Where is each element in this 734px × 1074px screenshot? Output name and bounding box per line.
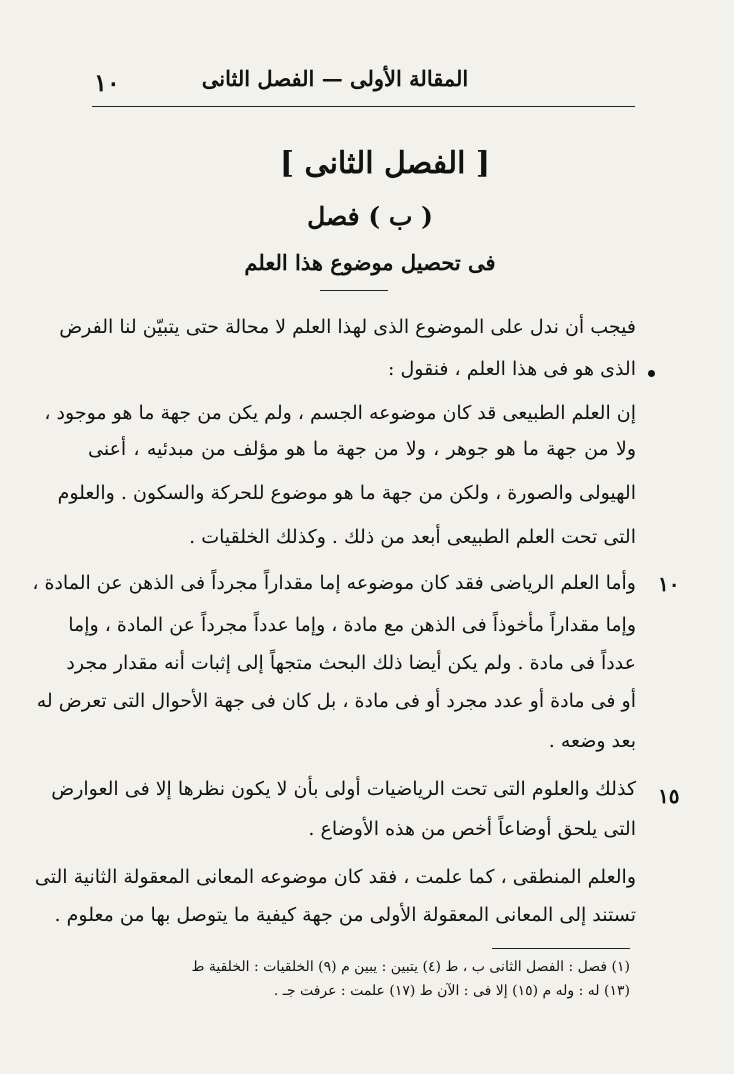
text-line: بعد وضعه . — [548, 730, 636, 752]
page-number: ١٠ — [94, 68, 120, 97]
section-label: ( ب ) فصل — [307, 202, 433, 231]
text-line: وإما مقداراً مأخوذاً فى الذهن مع مادة ، وإما عدداً مجرداً عن المادة ، وإما — [68, 614, 636, 636]
subtitle-rule — [320, 290, 388, 291]
text-line: التى يلحق أوضاعاً أخص من هذه الأوضاع . — [308, 818, 636, 840]
header-rule — [92, 106, 635, 107]
running-title: المقالة الأولى — الفصل الثانى — [201, 66, 469, 91]
chapter-title: [ الفصل الثانى ] — [279, 146, 491, 181]
line-number-10: ١٠ — [658, 572, 680, 596]
text-line: وأما العلم الرياضى فقد كان موضوعه إما مقداراً مجرداً فى الذهن عن المادة ، — [32, 572, 636, 594]
text-line: التى تحت العلم الطبيعى أبعد من ذلك . وكذلك الخلقيات . — [189, 526, 636, 548]
line-number-15: ١٥ — [658, 784, 680, 808]
text-line: الذى هو فى هذا العلم ، فنقول : — [388, 358, 636, 380]
text-line: إن العلم الطبيعى قد كان موضوعه الجسم ، ولم يكن من جهة ما هو موجود ، — [44, 402, 636, 424]
text-line: والعلم المنطقى ، كما علمت ، فقد كان موضوعه المعانى المعقولة الثانية التى — [34, 866, 636, 888]
text-line: تستند إلى المعانى المعقولة الأولى من جهة كيفية ما يتوصل بها من معلوم . — [54, 904, 636, 926]
footnote-line: (١٣) له : وله م (١٥) إلا فى : الآن ط (١٧) علمت : عرفت جـ . — [273, 983, 630, 999]
text-line: عدداً فى مادة . ولم يكن أيضا ذلك البحث متجهاً إلى إثبات أنه مقدار مجرد — [66, 652, 636, 674]
footnote-line: (١) فصل : الفصل الثانى ب ، ط (٤) يتبين : يبين م (٩) الخلقيات : الخلقية ط — [191, 959, 630, 975]
section-subtitle: فى تحصيل موضوع هذا العلم — [244, 250, 496, 275]
text-line: فيجب أن ندل على الموضوع الذى لهذا العلم لا محالة حتى يتبيّن لنا الفرض — [59, 316, 636, 338]
text-line: الهيولى والصورة ، ولكن من جهة ما هو موضوع للحركة والسكون . والعلوم — [57, 482, 636, 504]
text-line: كذلك والعلوم التى تحت الرياضيات أولى بأن لا يكون نظرها إلا فى العوارض — [51, 778, 636, 800]
margin-bullet — [648, 370, 655, 377]
text-line: ولا من جهة ما هو جوهر ، ولا من جهة ما هو مؤلف من مبدئيه ، أعنى — [88, 438, 636, 460]
footnote-rule — [492, 948, 630, 949]
text-line: أو فى مادة أو عدد مجرد أو فى مادة ، بل كان فى جهة الأحوال التى تعرض له — [36, 690, 636, 712]
